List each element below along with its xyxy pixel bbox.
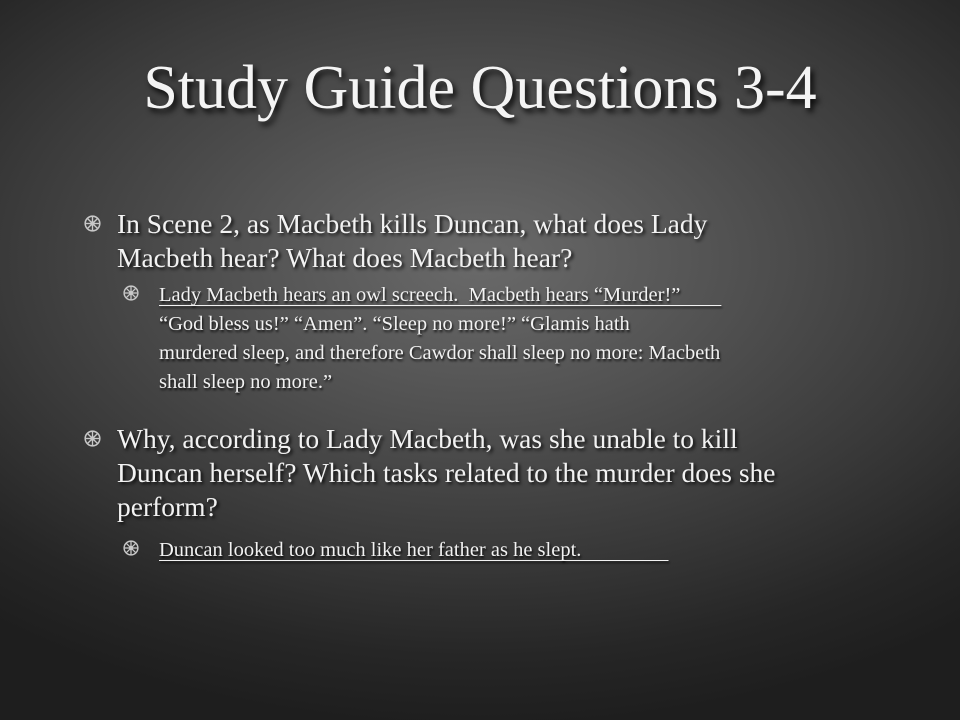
question-line: Macbeth hear? What does Macbeth hear? [117, 242, 573, 273]
answer-text [159, 281, 721, 397]
question-text [117, 422, 776, 524]
question-line: In Scene 2, as Macbeth kills Duncan, what does Lady [117, 208, 708, 239]
answer-text [159, 536, 669, 565]
wheel-bullet-icon [84, 215, 101, 232]
question-1 [84, 207, 707, 275]
answer-line: murdered sleep, and therefore Cawdor shall sleep no more: Macbeth [159, 342, 721, 364]
question-line: perform? [117, 491, 218, 522]
wheel-bullet-icon [123, 540, 139, 556]
answer-1 [123, 281, 721, 397]
answer-line: “God bless us!” “Amen”. “Sleep no more!” “Glamis hath [159, 313, 630, 335]
answer-line: Lady Macbeth hears an owl screech. Macbeth hears “Murder!” [159, 284, 722, 306]
answer-line: shall sleep no more.” [159, 371, 333, 393]
wheel-bullet-icon [123, 285, 139, 301]
answer-line: Duncan looked too much like her father as he slept. [159, 539, 669, 561]
wheel-bullet-icon [84, 430, 101, 447]
question-2 [84, 422, 776, 524]
question-text [117, 207, 707, 275]
question-line: Duncan herself? Which tasks related to the murder does she [117, 457, 776, 488]
slide-title: Study Guide Questions 3-4 [143, 54, 817, 122]
answer-2 [123, 536, 669, 565]
question-line: Why, according to Lady Macbeth, was she unable to kill [117, 423, 738, 454]
